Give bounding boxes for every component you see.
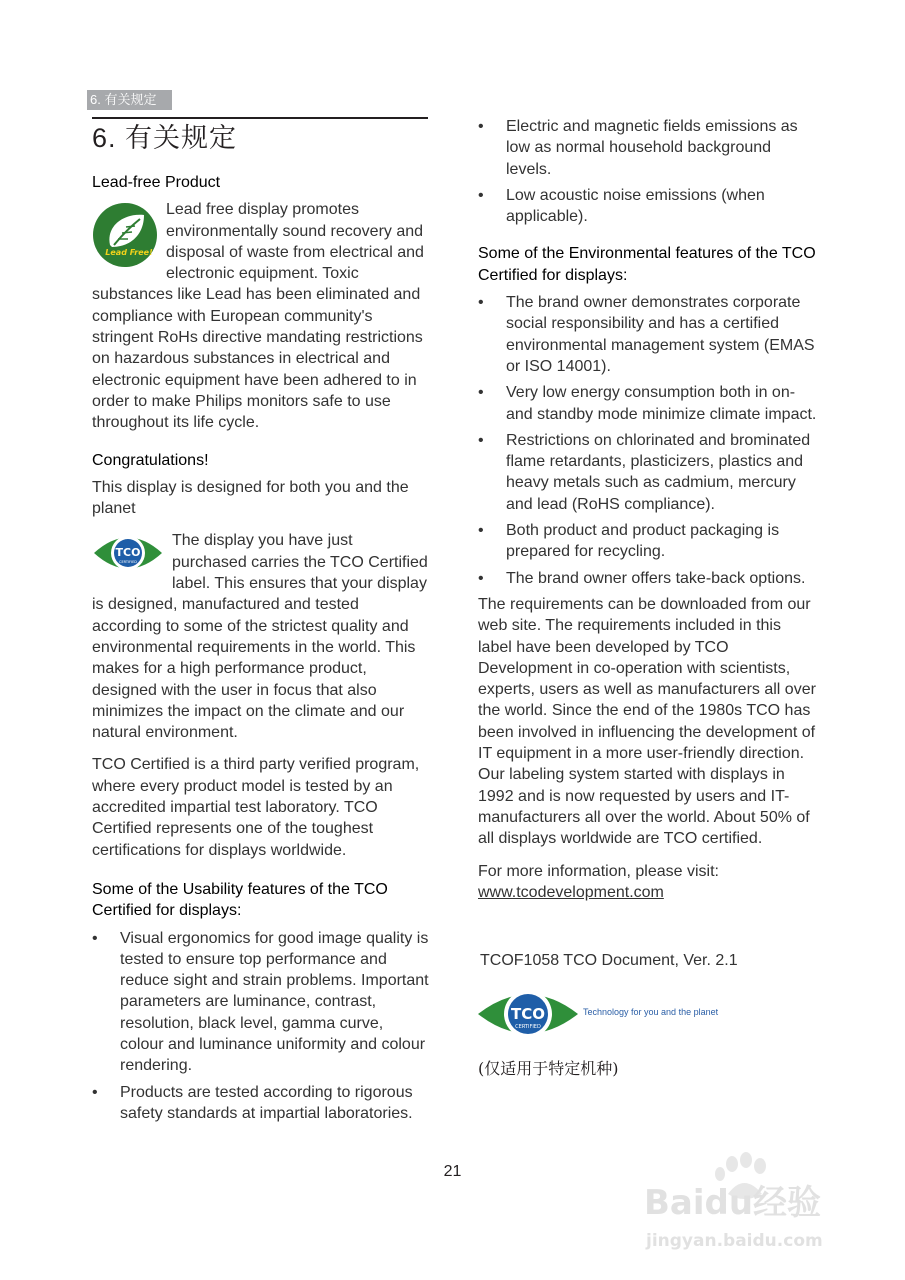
lead-free-paragraph bbox=[92, 199, 430, 433]
tco-logo-text: TCO bbox=[115, 546, 141, 560]
list-item: • The brand owner offers take-back options. bbox=[478, 568, 818, 589]
list-item: • Both product and product packaging is prepared for recycling. bbox=[478, 520, 818, 563]
chapter-title: 6. 有关规定 bbox=[92, 123, 238, 153]
section-tab-label: 6. 有关规定 bbox=[87, 90, 172, 110]
emissions-list bbox=[478, 116, 818, 227]
right-column bbox=[478, 116, 818, 903]
tco-paragraph bbox=[92, 530, 430, 743]
usability-list bbox=[92, 928, 430, 1125]
lead-free-text: Lead free display promotes environmentally sound recovery and disposal of waste from electrical and electronic equipment. Toxic substances like Lead has been eliminated and compliance with European community's stringent RoHs directive mandating restrictions on hazardous substances in electrical and electronic equipment have been adhered to in order to make Philips monitors safe to use throughout its life cycle. bbox=[92, 201, 424, 432]
usability-heading: Some of the Usability features of the TCO Certified for displays: bbox=[92, 880, 388, 920]
more-info-text: For more information, please visit: bbox=[478, 862, 719, 880]
page-number: 21 bbox=[443, 1163, 462, 1180]
tco-large-logo-sub: CERTIFIED bbox=[515, 1024, 541, 1030]
congratulations-intro: This display is designed for both you and the planet bbox=[92, 478, 409, 518]
baidu-watermark bbox=[640, 1150, 855, 1260]
tco-logo-sub: CERTIFIED bbox=[119, 560, 137, 565]
tco-large-logo-text: TCO bbox=[511, 1005, 545, 1023]
lead-free-logo-text: Lead Free! bbox=[105, 248, 153, 258]
tco-website-link[interactable]: www.tcodevelopment.com bbox=[478, 883, 664, 901]
title-rule bbox=[92, 117, 428, 119]
list-item: • Electric and magnetic fields emissions as low as normal household background levels. bbox=[478, 116, 818, 180]
document-version: TCOF1058 TCO Document, Ver. 2.1 bbox=[480, 952, 738, 969]
lead-free-logo-icon bbox=[92, 199, 158, 269]
requirements-paragraph: The requirements can be downloaded from our web site. The requirements included in this label have been developed by TCO Development in co-operation with scientists, experts, users as well as manufacturers all over the world. Since the end of the 1980s TCO has been involved in influencing the development of IT equipment in a more user-friendly direction. Our labeling system started with displays in 1992 and is now requested by users and IT-manufacturers all over the world. About 50% of all displays worldwide are TCO certified. bbox=[478, 595, 816, 848]
lead-free-heading: Lead-free Product bbox=[92, 174, 221, 191]
list-item: • Products are tested according to rigorous safety standards at impartial laboratories. bbox=[92, 1082, 430, 1125]
list-item: • Low acoustic noise emissions (when applicable). bbox=[478, 185, 818, 228]
list-item: • Restrictions on chlorinated and brominated flame retardants, plasticizers, plastics and heavy metals such as cadmium, mercury and lead (RoHS compliance). bbox=[478, 430, 818, 515]
model-note: (仅适用于特定机种) bbox=[478, 1059, 619, 1078]
tco-certified-logo-icon bbox=[92, 528, 164, 578]
tco-text: The display you have just purchased carries the TCO Certified label. This ensures that your display is designed, manufactured and tested according to some of the strictest quality and environmental requirements in the world. This makes for a high performance product, designed with the user in focus that also minimizes the impact on the climate and our natural environment. bbox=[92, 532, 428, 742]
list-item: • Visual ergonomics for good image quality is tested to ensure top performance and reduce sight and strain problems. Important parameters are luminance, contrast, resolution, black level, gamma curve, colour and luminance uniformity and colour rendering. bbox=[92, 928, 430, 1077]
third-party-paragraph: TCO Certified is a third party verified program, where every product model is tested by an accredited impartial test laboratory. TCO Certified represents one of the toughest certifications for displays worldwide. bbox=[92, 756, 420, 859]
watermark-brand: Baidu经验 bbox=[644, 1183, 822, 1223]
congratulations-heading: Congratulations! bbox=[92, 451, 209, 469]
list-item: • The brand owner demonstrates corporate social responsibility and has a certified environmental management system (EMAS or ISO 14001). bbox=[478, 292, 818, 377]
environmental-heading: Some of the Environmental features of the TCO Certified for displays: bbox=[478, 245, 816, 284]
list-item: • Very low energy consumption both in on- and standby mode minimize climate impact. bbox=[478, 382, 818, 425]
tco-tagline: Technology for you and the planet bbox=[583, 1007, 719, 1017]
watermark-url: jingyan.baidu.com bbox=[646, 1231, 823, 1251]
environmental-list bbox=[478, 292, 818, 589]
left-column bbox=[92, 172, 430, 1129]
